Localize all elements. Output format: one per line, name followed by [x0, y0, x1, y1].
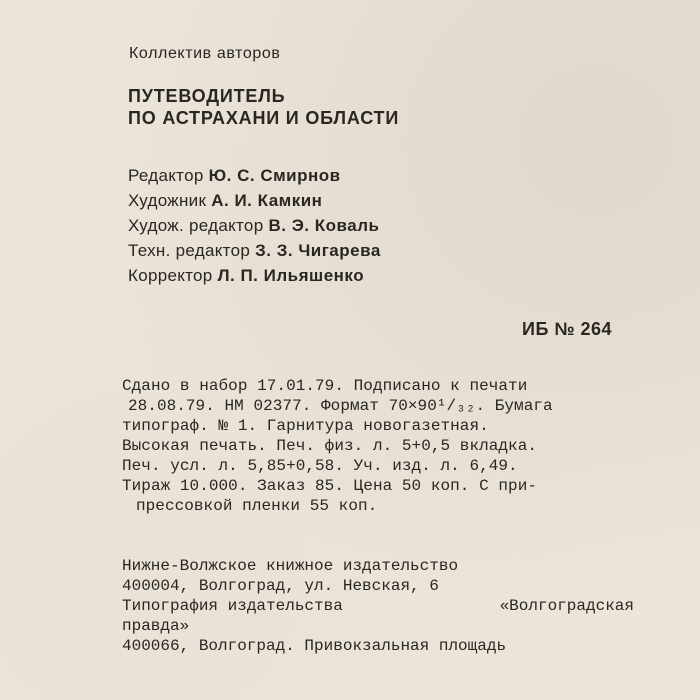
book-title-line-2: ПО АСТРАХАНИ И ОБЛАСТИ	[128, 108, 400, 128]
credit-name: З. З. Чигарева	[255, 241, 381, 260]
credit-tech-editor	[128, 241, 381, 261]
credit-role: Корректор	[128, 266, 213, 285]
imprint-line: прессовкой пленки 55 коп.	[136, 497, 378, 515]
credit-artist	[128, 191, 322, 211]
credit-role: Редактор	[128, 166, 204, 185]
credit-name: А. И. Камкин	[211, 191, 323, 210]
publisher-name: Нижне-Волжское книжное издательство	[122, 557, 459, 575]
ib-number: ИБ № 264	[522, 319, 612, 339]
imprint-line: 28.08.79. НМ 02377. Формат 70×90¹/₃₂. Бумага	[128, 397, 553, 415]
imprint-line: Тираж 10.000. Заказ 85. Цена 50 коп. С при-	[122, 477, 538, 495]
printing-house-name: «Волгоградская	[499, 597, 634, 615]
credit-name: Ю. С. Смирнов	[208, 166, 341, 185]
printing-house-label: Типография издательства	[122, 597, 343, 615]
credit-role: Техн. редактор	[128, 241, 251, 260]
credit-art-editor	[128, 216, 379, 236]
credit-editor	[128, 166, 341, 186]
printing-house-name-end: правда»	[122, 617, 190, 635]
imprint-line: Печ. усл. л. 5,85+0,58. Уч. изд. л. 6,49.	[122, 457, 518, 475]
credit-role: Худож. редактор	[128, 216, 264, 235]
credit-proofreader	[128, 266, 364, 286]
imprint-line: типограф. № 1. Гарнитура новогазетная.	[122, 417, 489, 435]
printing-house-address: 400066, Волгоград. Привокзальная площадь	[122, 637, 507, 655]
publisher-address: 400004, Волгоград, ул. Невская, 6	[122, 577, 439, 595]
credit-name: В. Э. Коваль	[268, 216, 380, 235]
printing-house	[122, 596, 634, 616]
imprint-line: Сдано в набор 17.01.79. Подписано к печати	[122, 377, 528, 395]
credit-name: Л. П. Ильяшенко	[217, 266, 365, 285]
authors-collective: Коллектив авторов	[129, 45, 281, 62]
credit-role: Художник	[128, 191, 207, 210]
imprint-line: Высокая печать. Печ. физ. л. 5+0,5 вкладка.	[122, 437, 538, 455]
book-title-line-1: ПУТЕВОДИТЕЛЬ	[128, 86, 286, 106]
